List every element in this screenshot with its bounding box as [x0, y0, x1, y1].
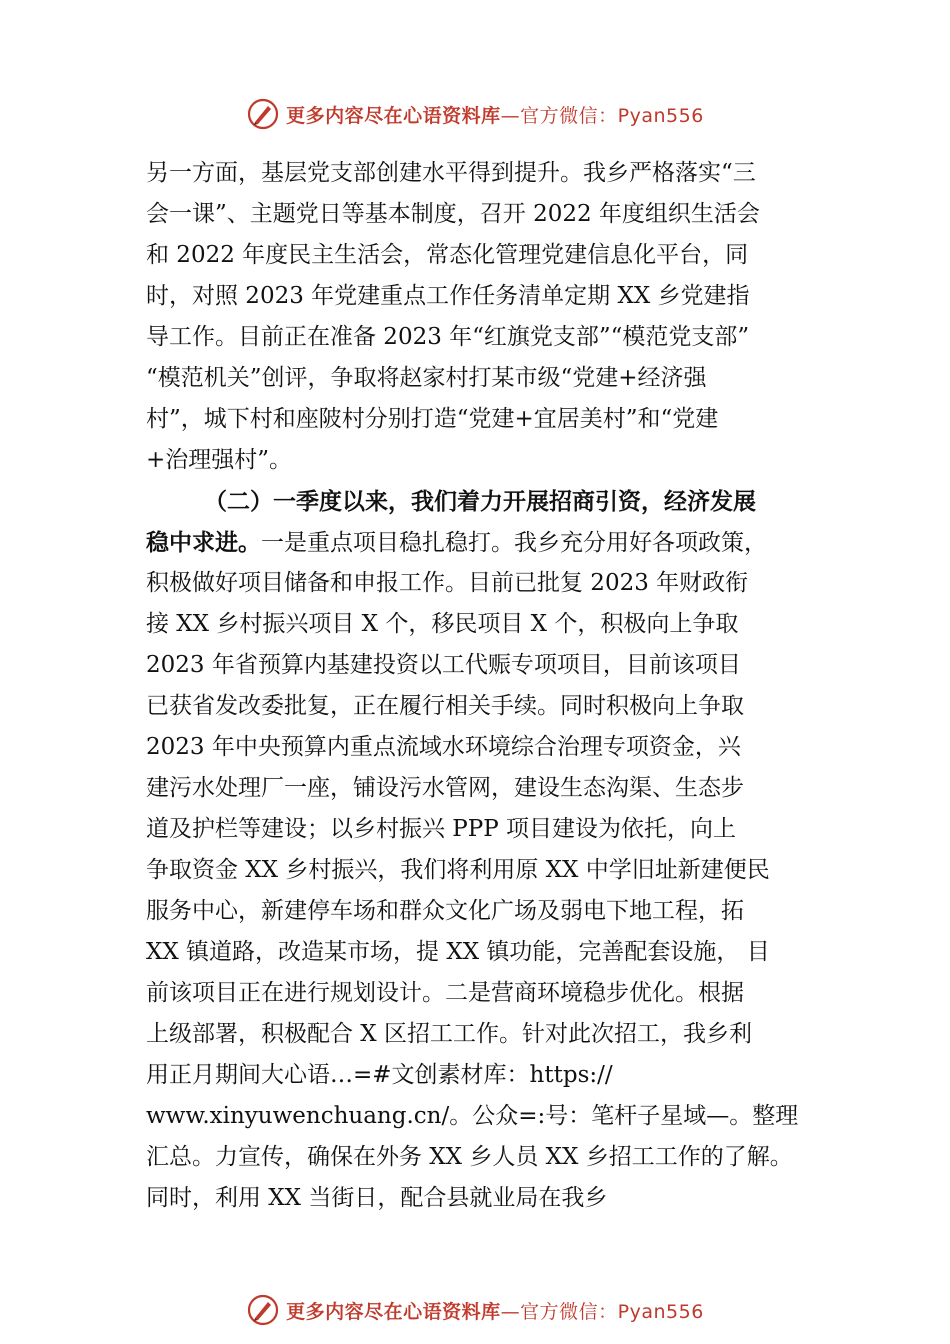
body-line: 2023 年中央预算内重点流域水环境综合治理专项资金，兴	[146, 734, 741, 760]
footer-text-main: 更多内容尽在心语资料库	[286, 1300, 501, 1323]
body-line: 道及护栏等建设；以乡村振兴 PPP 项目建设为依托，向上	[146, 816, 737, 842]
body-line: 已获省发改委批复，正在履行相关手续。同时积极向上争取	[146, 693, 744, 719]
footer-text-tail: 官方微信：Pyan556	[520, 1300, 704, 1323]
body-line: 村”，城下村和座陂村分别打造“党建+宜居美村”和“党建	[146, 406, 719, 432]
body-line: 服务中心，新建停车场和群众文化广场及弱电下地工程，拓	[146, 898, 744, 924]
header-text-tail: 官方微信：Pyan556	[520, 104, 704, 127]
body-line-rest: 一是重点项目稳扎稳打。我乡充分用好各项政策，	[261, 530, 767, 556]
body-line: 积极做好项目储备和申报工作。目前已批复 2023 年财政衔	[146, 570, 749, 596]
body-line: 会一课”、主题党日等基本制度，召开 2022 年度组织生活会	[146, 201, 760, 227]
header-text-main: 更多内容尽在心语资料库	[286, 104, 501, 127]
body-line: “模范机关”创评，争取将赵家村打某市级“党建+经济强	[146, 365, 707, 391]
header-banner	[0, 94, 950, 134]
body-line: 建污水处理厂一座，铺设污水管网，建设生态沟渠、生态步	[146, 775, 744, 801]
body-line: 和 2022 年度民主生活会，常态化管理党建信息化平台，同	[146, 242, 749, 268]
body-line: 前该项目正在进行规划设计。二是营商环境稳步优化。根据	[146, 980, 744, 1006]
body-line: 上级部署，积极配合 X 区招工工作。针对此次招工，我乡利	[146, 1021, 752, 1047]
footer-banner-text	[286, 1297, 704, 1324]
body-line: 汇总。力宣传，确保在外务 XX 乡人员 XX 乡招工工作的了解。	[146, 1144, 793, 1170]
header-banner-text	[286, 101, 704, 128]
section-heading-tail: 稳中求进。	[146, 529, 261, 556]
body-line: www.xinyuwenchuang.cn/。公众=:号：笔杆子星域—。整理	[146, 1103, 799, 1129]
body-line: 争取资金 XX 乡村振兴，我们将利用原 XX 中学旧址新建便民	[146, 857, 770, 883]
body-line: 另一方面，基层党支部创建水平得到提升。我乡严格落实“三	[146, 160, 756, 186]
pen-logo-icon	[246, 97, 280, 131]
body-line: 导工作。目前正在准备 2023 年“红旗党支部”“模范党支部”	[146, 324, 750, 350]
footer-text-sep: —	[500, 1300, 521, 1323]
body-line: XX 镇道路，改造某市场，提 XX 镇功能，完善配套设施， 目	[146, 939, 770, 965]
body-line: 接 XX 乡村振兴项目 X 个，移民项目 X 个，积极向上争取	[146, 611, 739, 637]
pen-logo-icon	[246, 1293, 280, 1327]
footer-banner	[0, 1290, 950, 1330]
document-body	[146, 153, 816, 1219]
body-line: 2023 年省预算内基建投资以工代赈专项项目，目前该项目	[146, 652, 741, 678]
body-line: +治理强村”。	[146, 447, 293, 473]
header-text-sep: —	[500, 104, 521, 127]
section-heading-line: （二）一季度以来，我们着力开展招商引资，经济发展	[204, 488, 756, 515]
body-line: 同时，利用 XX 当街日，配合县就业局在我乡	[146, 1185, 608, 1211]
body-line	[146, 522, 816, 563]
body-line: 时，对照 2023 年党建重点工作任务清单定期 XX 乡党建指	[146, 283, 750, 309]
body-line: 用正月期间大心语…=#文创素材库：https://	[146, 1062, 613, 1088]
